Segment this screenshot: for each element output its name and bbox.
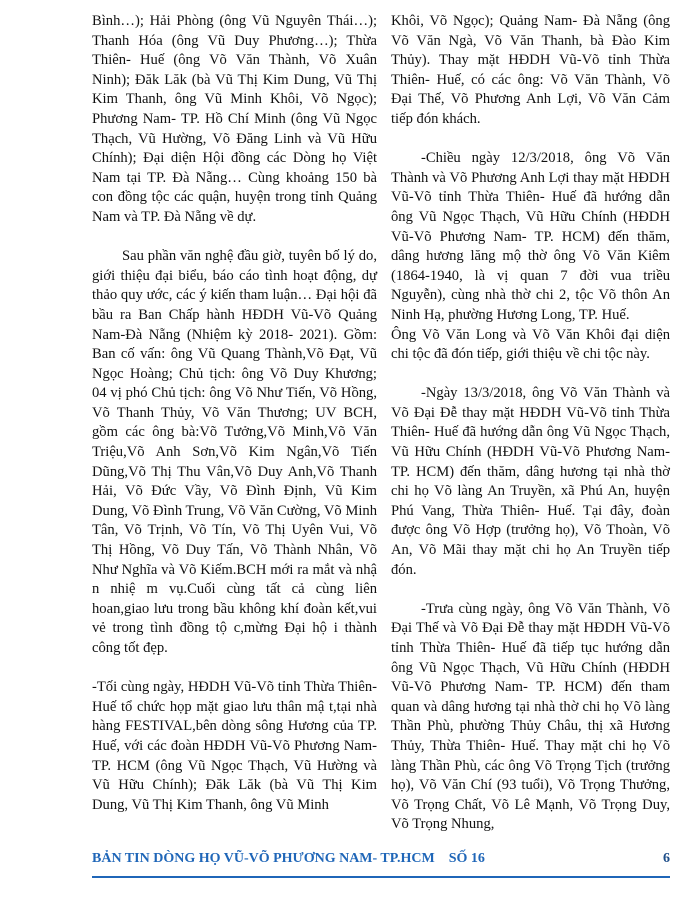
paragraph-evening-meeting: -Tối cùng ngày, HĐDH Vũ-Võ tỉnh Thừa Thiên- Huế tổ chức họp mặt giao lưu thân mậ t,tại nhà hàng FESTIVAL,bên dòng sông Hương của TP. Huế, với các đoàn HĐDH Vũ-Võ Phương Nam- TP. HCM (ông Vũ Ngọc Thạch, Vũ Hường và Vũ Hữu Chính); Đăk Lăk (bà Vũ Thị Kim Dung, Vũ Thị Kim Thanh, ông Vũ Minh [92, 679, 377, 813]
paragraph-guests: Bình…); Hải Phòng (ông Vũ Nguyên Thái…); Thanh Hóa (ông Vũ Duy Phương…); Thừa Thiên- Huế (ông Võ Văn Thành, Võ Xuân Ninh); Đăk Lăk (bà Vũ Thị Kim Dung, Vũ Thị Kim Thanh, ông Vũ Minh Khôi, Võ Ngọc); Phương Nam- TP. Hồ Chí Minh (ông Vũ Ngọc Thạch, Vũ Hường, Võ Đăng Linh và Vũ Hữu Chính); Đại diện Hội đồng các Dòng họ Việt Nam tại TP. Đà Nẵng… Cùng khoảng 150 bà con đồng tộc các quận, huyện trong tỉnh Quảng Nam và TP. Đà Nẵng về dự. [92, 13, 377, 225]
paragraph-chi-toc-welcome: Ông Võ Văn Long và Võ Văn Khôi đại diện chi tộc đã đón tiếp, giới thiệu về chi tộc này. [391, 326, 670, 363]
paragraph-march-12-visit: -Chiều ngày 12/3/2018, ông Võ Văn Thành và Võ Phương Anh Lợi thay mặt HĐDH Vũ-Võ tỉnh Thừa Thiên- Huế đã hướng dẫn ông Vũ Ngọc Thạch, Vũ Hữu Chính (HĐDH Vũ-Võ Phương Nam- TP. HCM) đến thăm, dâng hương lăng mộ thờ ông Võ Văn Kiêm (1864-1940, là vị quan 7 đời vua triều Nguyễn), cùng nhà thờ chi 2, tộc Võ thôn An Ninh Hạ, phường Hương Long, TP. Huế. [391, 150, 670, 323]
page-footer [92, 851, 670, 873]
newsletter-title: BẢN TIN DÒNG HỌ VŨ-VÕ PHƯƠNG NAM- TP.HCM SỐ 16 [92, 851, 485, 866]
paragraph-reception: Khôi, Võ Ngọc); Quảng Nam- Đà Nẵng (ông Võ Văn Ngà, Võ Văn Thanh, bà Đào Kim Thủy). Thay mặt HĐDH Vũ-Võ tỉnh Thừa Thiên- Huế, có các ông: Võ Văn Thành, Võ Đại Thế, Võ Phương Anh Lợi, Võ Văn Cảm tiếp đón khách. [391, 13, 670, 127]
page-number: 6 [663, 851, 670, 866]
paragraph-noon-visit: -Trưa cùng ngày, ông Võ Văn Thành, Võ Đại Thế và Võ Đại Đễ thay mặt HĐDH Vũ-Võ tỉnh Thừa Thiên- Huế đã tiếp tục hướng dẫn ông Vũ Ngọc Thạch, Vũ Hữu Chính (HĐDH Vũ-Võ Phương Nam- TP. HCM) đến tham quan và dâng hương tại nhà thờ chi họ Võ làng Thần Phù, phường Thủy Châu, thị xã Hương Thủy, Thừa Thiên- Huế. Thay mặt chi họ Võ làng Thần Phù, các ông Võ Trọng Tịch (trưởng họ), Võ Văn Chí (93 tuổi), Võ Trọng Thưởng, Võ Trọng Chất, Võ Lê Mạnh, Võ Trọng Duy, Võ Trọng Nhung, [391, 600, 670, 833]
left-column [92, 12, 377, 815]
footer-rule [92, 876, 670, 878]
paragraph-march-13-visit: -Ngày 13/3/2018, ông Võ Văn Thành và Võ Đại Đễ thay mặt HĐDH Vũ-Võ tỉnh Thừa Thiên- Huế đã hướng dẫn ông Vũ Ngọc Thạch, Vũ Hữu Chính (HĐDH Vũ-Võ Phương Nam- TP. HCM) đến thăm, dâng hương tại nhà thờ chi họ Võ làng An Truyền, xã Phú An, huyện Phú Vang, Thừa Thiên- Huế. Tại đây, đoàn được ông Võ Hợp (trưởng họ), Võ Thoàn, Võ An, Võ Mãi thay mặt chi họ An Truyền tiếp đón. [391, 385, 670, 578]
paragraph-congress-election: Sau phần văn nghệ đầu giờ, tuyên bố lý do, giới thiệu đại biểu, báo cáo tình hoạt động, dự thảo quy ước, các ý kiến tham luận… Đại hội đã bầu ra Ban Chấp hành HĐDH Vũ-Võ Quảng Nam-Đà Nẵng (Nhiệm kỳ 2018- 2021). Gồm: Ban cố vấn: ông Vũ Quang Thành,Võ Đạt, Vũ Ngọc Hoàng; Chủ tịch: ông Võ Duy Khương; 04 vị phó Chủ tịch: ông Võ Như Tiến, Võ Hồng, Võ Thanh Thủy, Võ Văn Thương; UV BCH, gồm các ông bà:Võ Tưởng,Võ Minh,Võ Văn Triệu,Võ Anh Sơn,Võ Kim Ngân,Võ Tiến Dũng,Võ Thị Thu Vân,Võ Duy Anh,Võ Thanh Hải, Võ Đức Vầy, Võ Đình Định, Vũ Kim Dung, Võ Đình Trung, Võ Văn Cường, Võ Minh Tân, Võ Trịnh, Võ Tín, Võ Thị Uyên Vui, Võ Thị Hồng, Võ Duy Tấn, Võ Thành Nhân, Võ Như Nghĩa và Võ Kiếm.BCH mới ra mắt và nhậ n nhiệ m vụ.Cuối cùng tất cả cùng liên hoan,giao lưu trong bầu không khí đoàn kết,vui vẻ trong tình đồng tộ c,mừng Đại hộ i thành công tốt đẹp. [92, 248, 377, 656]
right-column [391, 12, 670, 835]
